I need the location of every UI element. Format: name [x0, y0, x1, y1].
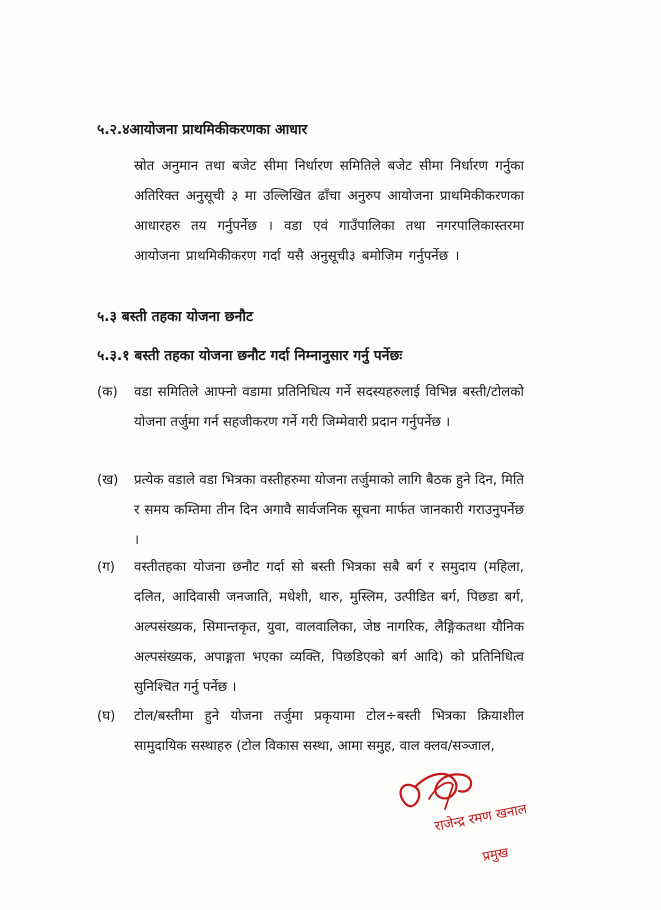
list-item-text: टोल/बस्तीमा हुने योजना तर्जुमा प्रकृयामा टोल÷बस्ती भित्रका क्रियाशील सामुदायिक सस्थाहरु (टोल विकास सस्था, आमा समुह, वाल क्लव/सञ्जाल, [134, 709, 524, 754]
list-item-label: (क) [97, 385, 118, 400]
list-item-text: वस्तीतहका योजना छनौट गर्दा सो बस्ती भित्रका सबै बर्ग र समुदाय (महिला, दलित, आदिवासी जनजाति, मधेशी, थारु, मुस्लिम, उत्पीडित बर्ग, पिछडा बर्ग, अल्पसंख्यक, सिमान्तकृत, युवा, वालवालिका, जेष्ठ नागरिक, लैङ्गिकतथा यौनिक अल्पसंख्यक, अपाङ्गता भएका व्यक्ति, पिछडिएको बर्ग आदि) को प्रतिनिधित्व सुनिश्चित गर्नु पर्नेछ । [134, 560, 524, 695]
list-item [97, 378, 524, 468]
signature-block [385, 765, 585, 875]
list-item-text: प्रत्येक वडाले वडा भित्रका वस्तीहरुमा योजना तर्जुमाको लागि बैठक हुने दिन, मिति र समय कम्तिमा तीन दिन अगावै सार्वजनिक सूचना मार्फत जानकारी गराउनुपर्नेछ । [134, 473, 524, 548]
section-53-heading: ५.३ बस्ती तहका योजना छनौट [97, 309, 254, 325]
list-item-text: वडा समितिले आफ्नो वडामा प्रतिनिधित्य गर्ने सदस्यहरुलाई विभिन्न बस्ती/टोलको योजना तर्जुमा गर्न सहजीकरण गर्ने गरी जिम्मेवारी प्रदान गर्नुपर्नेछ । [134, 385, 524, 430]
list-item [97, 553, 524, 703]
list-item-label: (ख) [97, 473, 119, 488]
list-item-label: (ग) [97, 560, 115, 575]
list-item [97, 702, 524, 762]
list-item-label: (घ) [97, 709, 116, 724]
list-item [97, 466, 524, 556]
signature-title: प्रमुख [481, 845, 510, 865]
section-524-heading: ५.२.४आयोजना प्राथमिकीकरणका आधार [97, 122, 308, 138]
section-531-heading: ५.३.१ बस्ती तहका योजना छनौट गर्दा निम्नानुसार गर्नु पर्नेछः [97, 348, 403, 364]
section-524-body: स्रोत अनुमान तथा बजेट सीमा निर्धारण समितिले बजेट सीमा निर्धारण गर्नुका अतिरिक्त अनुसूची ३ मा उल्लिखित ढाँचा अनुरुप आयोजना प्राथमिकीकरणका आधारहरु तय गर्नुपर्नेछ । वडा एवं गाउँपालिका तथा नगरपालिकास्तरमा आयोजना प्राथमिकीकरण गर्दा यसै अनुसूची३ बमोजिम गर्नुपर्नेछ । [134, 159, 524, 264]
signature-name: राजेन्द्र रमण खनाल [433, 801, 529, 835]
